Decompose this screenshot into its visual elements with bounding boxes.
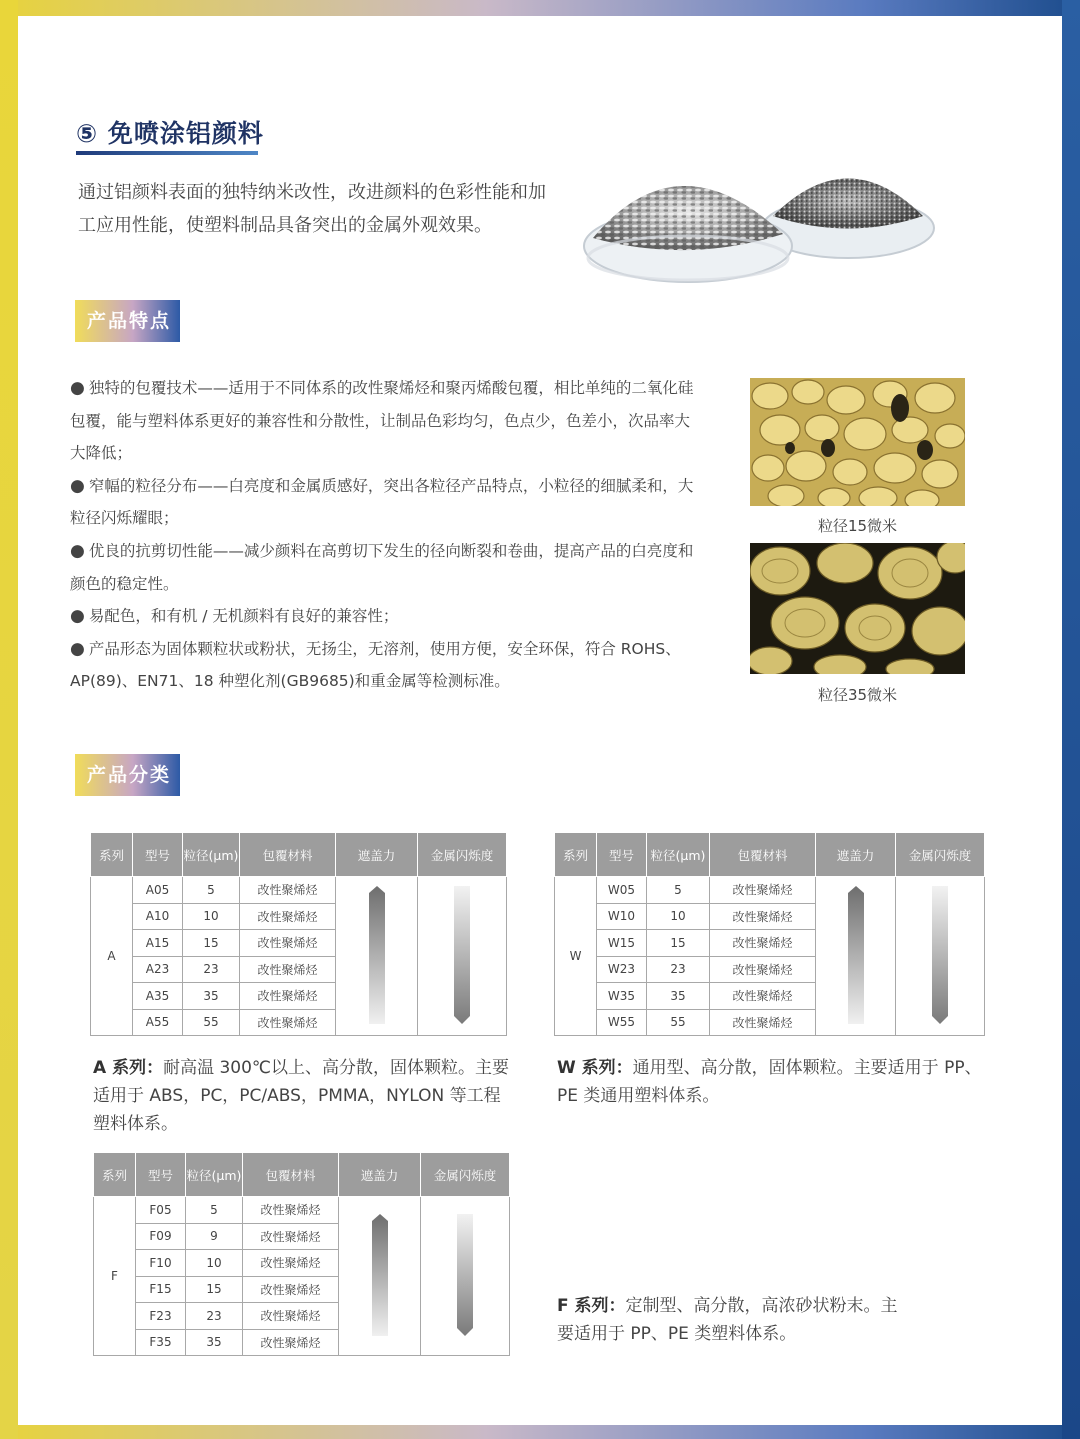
page-border-left — [0, 0, 18, 1439]
table-row — [555, 877, 985, 904]
size-cell: 5 — [186, 1197, 243, 1224]
col-header-coating: 包覆材料 — [240, 833, 336, 877]
size-cell: 23 — [647, 956, 710, 983]
model-cell: W10 — [597, 903, 647, 930]
hiding-power-cell — [816, 877, 896, 1036]
model-cell: A05 — [133, 877, 183, 904]
page-title: ⑤ 免喷涂铝颜料 — [76, 119, 264, 148]
model-cell: F10 — [136, 1250, 186, 1277]
bullet-icon: ● — [70, 475, 85, 496]
col-header-sparkle: 金属闪烁度 — [896, 833, 985, 877]
size-cell: 15 — [186, 1276, 243, 1303]
col-header-hiding: 遮盖力 — [339, 1153, 421, 1197]
feature-item: ● 窄幅的粒径分布——白亮度和金属质感好，突出各粒径产品特点，小粒径的细腻柔和，大粒径闪烁耀眼； — [70, 475, 694, 528]
bullet-icon: ● — [70, 378, 85, 398]
model-cell: A55 — [133, 1009, 183, 1036]
coating-cell: 改性聚烯烃 — [710, 983, 816, 1010]
hiding-power-gradient-bar — [370, 1213, 390, 1337]
series-cell: F — [94, 1197, 136, 1356]
size-cell: 5 — [647, 877, 710, 904]
coating-cell: 改性聚烯烃 — [243, 1329, 339, 1356]
coating-cell: 改性聚烯烃 — [240, 930, 336, 957]
micrograph-15 — [750, 378, 965, 506]
table-row — [94, 1197, 510, 1224]
coating-cell: 改性聚烯烃 — [240, 1009, 336, 1036]
series-a-label: A 系列： — [93, 1058, 164, 1078]
coating-cell: 改性聚烯烃 — [240, 983, 336, 1010]
model-cell: W35 — [597, 983, 647, 1010]
size-cell: 35 — [186, 1329, 243, 1356]
model-cell: W05 — [597, 877, 647, 904]
coating-cell: 改性聚烯烃 — [240, 877, 336, 904]
size-cell: 9 — [186, 1223, 243, 1250]
model-cell: A35 — [133, 983, 183, 1010]
micrograph-image — [750, 378, 965, 506]
model-cell: W15 — [597, 930, 647, 957]
feature-item: ● 独特的包覆技术——适用于不同体系的改性聚烯烃和聚丙烯酸包覆，相比单纯的二氧化硅包覆，能与塑料体系更好的兼容性和分散性，让制品色彩均匀，色点少，色差小，次品率大大降低； — [70, 378, 694, 463]
series-f-description: F 系列：定制型、高分散，高浓砂状粉末。主要适用于 PP、PE 类塑料体系。 — [557, 1296, 898, 1344]
coating-cell: 改性聚烯烃 — [243, 1303, 339, 1330]
hiding-power-cell — [339, 1197, 421, 1356]
feature-item: ● 易配色，和有机 / 无机颜料有良好的兼容性； — [70, 606, 399, 627]
coating-cell: 改性聚烯烃 — [240, 903, 336, 930]
col-header-series: 系列 — [555, 833, 597, 877]
col-header-sparkle: 金属闪烁度 — [418, 833, 507, 877]
series-a-description: A 系列：耐高温 300℃以上、高分散，固体颗粒。主要适用于 ABS，PC，PC/ABS，PMMA，NYLON 等工程塑料体系。 — [93, 1058, 510, 1134]
size-cell: 55 — [647, 1009, 710, 1036]
sparkle-gradient-bar — [455, 1213, 475, 1337]
model-cell: W23 — [597, 956, 647, 983]
spec-table-a — [90, 832, 507, 1036]
coating-cell: 改性聚烯烃 — [243, 1276, 339, 1303]
hiding-power-cell — [336, 877, 418, 1036]
micrograph-image — [750, 543, 965, 674]
bullet-icon: ● — [70, 540, 85, 561]
col-header-size: 粒径(μm) — [183, 833, 240, 877]
col-header-hiding: 遮盖力 — [336, 833, 418, 877]
coating-cell: 改性聚烯烃 — [710, 930, 816, 957]
micrograph-35 — [750, 543, 965, 674]
hiding-power-gradient-bar — [367, 885, 387, 1025]
sparkle-cell — [896, 877, 985, 1036]
model-cell: F35 — [136, 1329, 186, 1356]
spec-table-w — [554, 832, 985, 1036]
model-cell: A10 — [133, 903, 183, 930]
col-header-coating: 包覆材料 — [710, 833, 816, 877]
size-cell: 10 — [183, 903, 240, 930]
model-cell: F15 — [136, 1276, 186, 1303]
col-header-size: 粒径(μm) — [186, 1153, 243, 1197]
series-w-description: W 系列：通用型、高分散，固体颗粒。主要适用于 PP、PE 类通用塑料体系。 — [557, 1058, 982, 1106]
title-underline — [76, 151, 258, 155]
sparkle-cell — [421, 1197, 510, 1356]
coating-cell: 改性聚烯烃 — [710, 903, 816, 930]
sparkle-cell — [418, 877, 507, 1036]
coating-cell: 改性聚烯烃 — [240, 956, 336, 983]
spec-table-f — [93, 1152, 510, 1356]
features-tag: 产品特点 — [75, 300, 180, 342]
coating-cell: 改性聚烯烃 — [243, 1223, 339, 1250]
col-header-model: 型号 — [136, 1153, 186, 1197]
col-header-size: 粒径(μm) — [647, 833, 710, 877]
feature-item: ● 产品形态为固体颗粒状或粉状，无扬尘，无溶剂，使用方便，安全环保，符合 ROHS、AP(89)、EN71、18 种塑化剂(GB9685)和重金属等检测标准。 — [70, 638, 681, 691]
series-cell: A — [91, 877, 133, 1036]
col-header-model: 型号 — [597, 833, 647, 877]
intro-text: 通过铝颜料表面的独特纳米改性，改进颜料的色彩性能和加工应用性能，使塑料制品具备突出的金属外观效果。 — [78, 182, 546, 236]
bullet-icon: ● — [70, 606, 85, 627]
series-w-label: W 系列： — [557, 1058, 633, 1078]
feature-item: ● 优良的抗剪切性能——减少颜料在高剪切下发生的径向断裂和卷曲，提高产品的白亮度和颜色的稳定性。 — [70, 540, 694, 593]
model-cell: W55 — [597, 1009, 647, 1036]
size-cell: 35 — [647, 983, 710, 1010]
table-row — [91, 877, 507, 904]
series-f-label: F 系列： — [557, 1296, 626, 1316]
series-cell: W — [555, 877, 597, 1036]
hiding-power-gradient-bar — [846, 885, 866, 1025]
coating-cell: 改性聚烯烃 — [243, 1250, 339, 1277]
size-cell: 10 — [647, 903, 710, 930]
col-header-series: 系列 — [91, 833, 133, 877]
col-header-model: 型号 — [133, 833, 183, 877]
coating-cell: 改性聚烯烃 — [243, 1197, 339, 1224]
size-cell: 5 — [183, 877, 240, 904]
coating-cell: 改性聚烯烃 — [710, 1009, 816, 1036]
model-cell: A23 — [133, 956, 183, 983]
model-cell: A15 — [133, 930, 183, 957]
classification-tag: 产品分类 — [75, 754, 180, 796]
col-header-sparkle: 金属闪烁度 — [421, 1153, 510, 1197]
micrograph-15-caption: 粒径15微米 — [817, 517, 898, 535]
product-photo — [578, 146, 938, 288]
micrograph-35-caption: 粒径35微米 — [817, 686, 898, 704]
sparkle-gradient-bar — [452, 885, 472, 1025]
model-cell: F09 — [136, 1223, 186, 1250]
size-cell: 15 — [183, 930, 240, 957]
coating-cell: 改性聚烯烃 — [710, 956, 816, 983]
page-border-right — [1062, 0, 1080, 1439]
bullet-icon: ● — [70, 638, 85, 659]
size-cell: 15 — [647, 930, 710, 957]
size-cell: 23 — [183, 956, 240, 983]
col-header-series: 系列 — [94, 1153, 136, 1197]
model-cell: F23 — [136, 1303, 186, 1330]
size-cell: 35 — [183, 983, 240, 1010]
col-header-hiding: 遮盖力 — [816, 833, 896, 877]
size-cell: 10 — [186, 1250, 243, 1277]
model-cell: F05 — [136, 1197, 186, 1224]
size-cell: 23 — [186, 1303, 243, 1330]
coating-cell: 改性聚烯烃 — [710, 877, 816, 904]
size-cell: 55 — [183, 1009, 240, 1036]
sparkle-gradient-bar — [930, 885, 950, 1025]
features-list — [70, 372, 700, 698]
col-header-coating: 包覆材料 — [243, 1153, 339, 1197]
